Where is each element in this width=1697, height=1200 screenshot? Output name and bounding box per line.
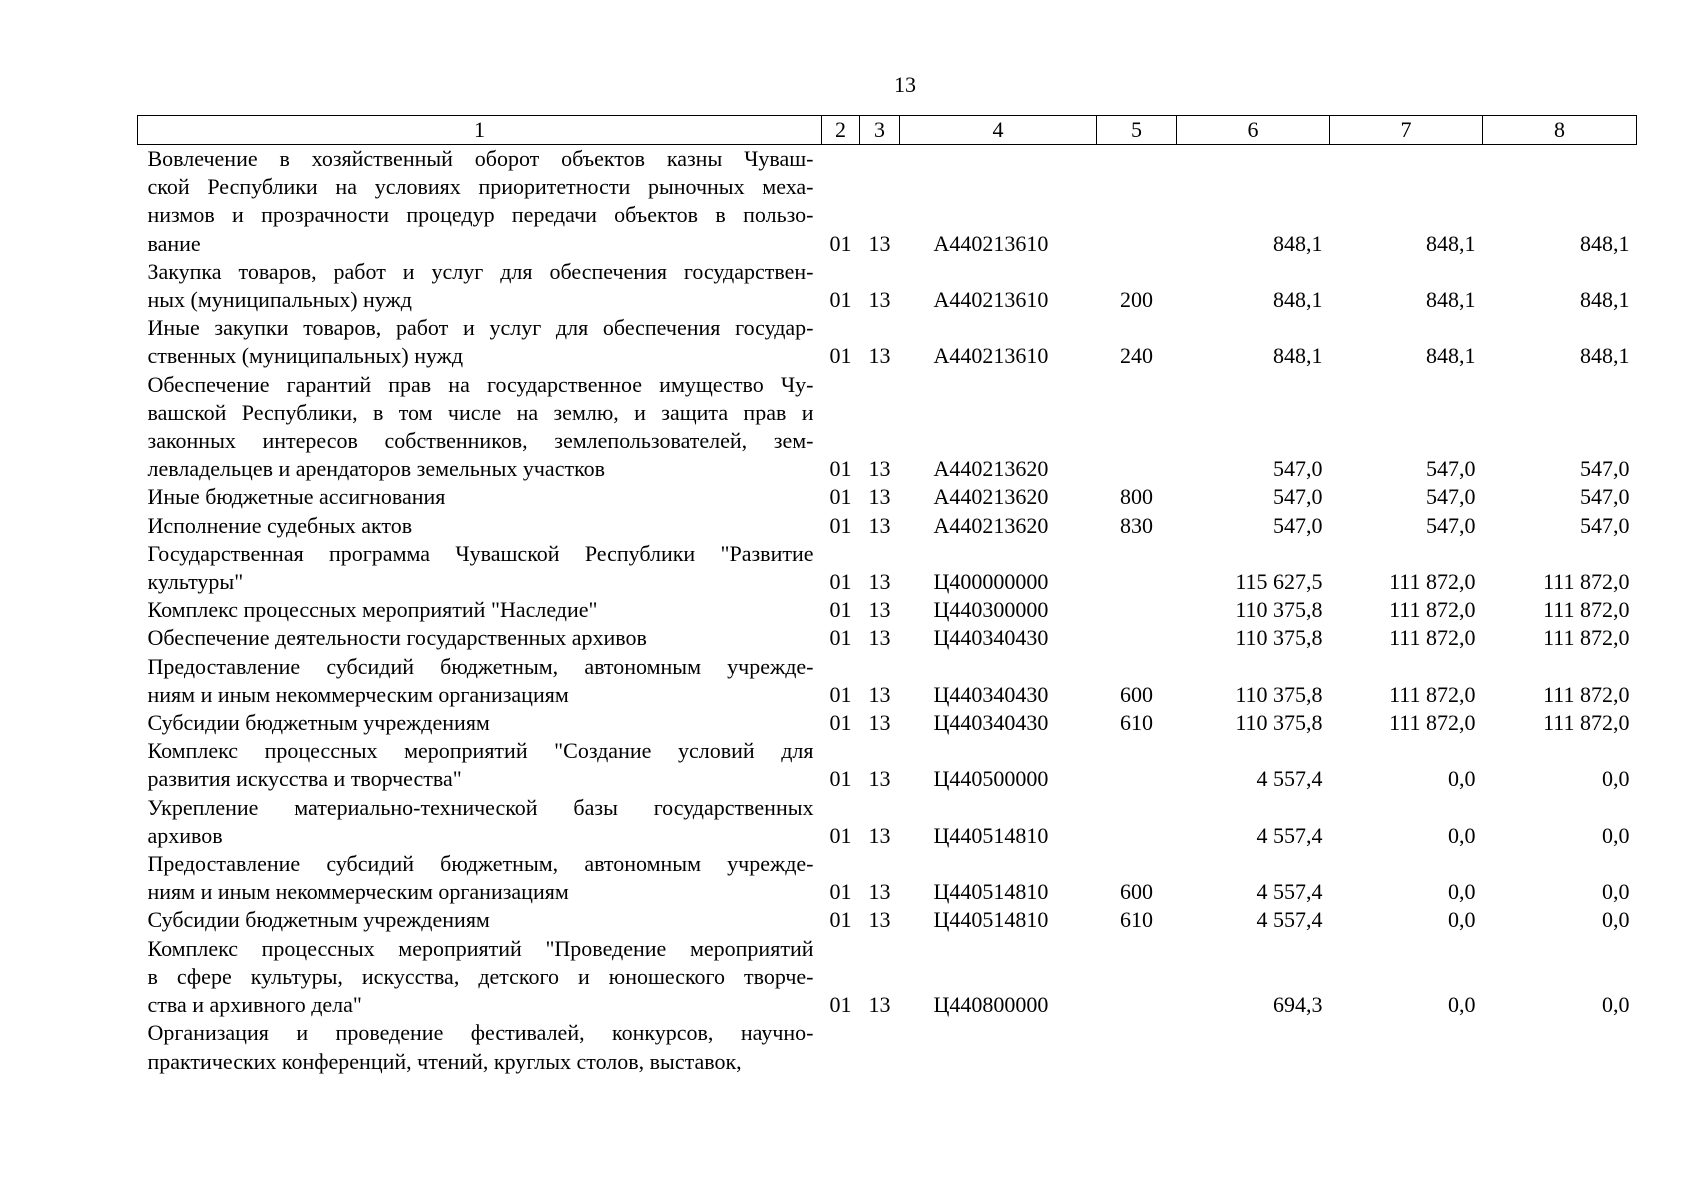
section-code: 01 (829, 822, 852, 848)
amount-year-3: 848,1 (1580, 287, 1630, 313)
column-header: 1 (138, 116, 822, 145)
page-number: 13 (894, 72, 916, 97)
row-name (138, 906, 822, 934)
table-row (138, 258, 1637, 314)
amount-year-3: 0,0 (1602, 907, 1630, 933)
expense-type-code (1097, 624, 1177, 652)
amount-year-2: 111 872,0 (1389, 625, 1476, 651)
section-code: 01 (829, 484, 852, 510)
amount-year-3: 547,0 (1580, 512, 1630, 538)
row-name-line: ниям и иным некоммерческим организациям (147, 879, 569, 905)
expense-type-code: 600 (1120, 879, 1153, 905)
amount-year-2: 0,0 (1448, 822, 1476, 848)
amount-year-3: 848,1 (1580, 343, 1630, 369)
row-name-line: в сфере культуры, искусства, детского и юношеского творче- (147, 963, 814, 989)
row-name-line: законных интересов собственников, землепользователей, зем- (147, 428, 814, 454)
section-code: 01 (829, 992, 852, 1018)
target-article-code: А440213620 (933, 484, 1049, 510)
table-row (138, 737, 1637, 793)
target-article-code: Ц440340430 (933, 625, 1049, 651)
row-name-line: культуры" (147, 569, 244, 595)
table-row (138, 540, 1637, 596)
column-header: 6 (1177, 116, 1330, 145)
expense-type-code: 200 (1120, 287, 1153, 313)
row-name (138, 314, 822, 370)
row-name (138, 1019, 822, 1075)
row-name-line: ниям и иным некоммерческим организациям (147, 681, 569, 707)
row-name-line: ства и архивного дела" (147, 992, 362, 1018)
amount-year-3 (1483, 1019, 1637, 1075)
amount-year-1: 4 557,4 (1256, 766, 1323, 792)
table-row (138, 512, 1637, 540)
subsection-code: 13 (868, 822, 891, 848)
amount-year-2: 111 872,0 (1389, 710, 1476, 736)
row-name-line: левладельцев и арендаторов земельных участков (147, 456, 606, 482)
section-code (822, 1019, 860, 1075)
row-name (138, 540, 822, 596)
amount-year-1: 694,3 (1273, 992, 1323, 1018)
amount-year-2: 111 872,0 (1389, 597, 1476, 623)
table-row (138, 145, 1637, 258)
row-name-line: Предоставление субсидий бюджетным, автономным учрежде- (147, 653, 814, 679)
row-name (138, 709, 822, 737)
amount-year-2: 0,0 (1448, 879, 1476, 905)
amount-year-1: 110 375,8 (1235, 625, 1323, 651)
row-name-line: вание (147, 230, 201, 256)
row-name (138, 371, 822, 484)
amount-year-2: 848,1 (1426, 287, 1476, 313)
amount-year-3: 0,0 (1602, 879, 1630, 905)
expense-type-code (1097, 1019, 1177, 1075)
amount-year-2: 547,0 (1426, 512, 1476, 538)
amount-year-3: 111 872,0 (1543, 681, 1630, 707)
amount-year-1: 4 557,4 (1256, 822, 1323, 848)
target-article-code: А440213610 (933, 230, 1049, 256)
amount-year-1: 4 557,4 (1256, 907, 1323, 933)
row-name (138, 258, 822, 314)
target-article-code: Ц440340430 (933, 681, 1049, 707)
subsection-code: 13 (868, 907, 891, 933)
expense-type-code (1097, 794, 1177, 850)
amount-year-1: 848,1 (1273, 343, 1323, 369)
expense-type-code: 600 (1120, 681, 1153, 707)
target-article-code: Ц440514810 (933, 822, 1049, 848)
row-name-line: Обеспечение гарантий прав на государственное имущество Чу- (147, 371, 814, 397)
column-header: 2 (822, 116, 860, 145)
row-name (138, 624, 822, 652)
expense-type-code: 830 (1120, 512, 1153, 538)
row-name-line: архивов (147, 822, 223, 848)
expense-type-code (1097, 737, 1177, 793)
expense-type-code (1097, 145, 1177, 258)
expense-type-code (1097, 371, 1177, 484)
subsection-code: 13 (868, 512, 891, 538)
row-name-line: ных (муниципальных) нужд (147, 287, 412, 313)
row-name-line: Государственная программа Чувашской Республики "Развитие (147, 540, 814, 566)
row-name-line: ской Республики на условиях приоритетности рыночных меха- (147, 174, 814, 200)
section-code: 01 (829, 343, 852, 369)
subsection-code: 13 (868, 992, 891, 1018)
row-name-line: Субсидии бюджетным учреждениям (147, 907, 490, 933)
target-article-code: Ц440800000 (933, 992, 1049, 1018)
table-row (138, 1019, 1637, 1075)
amount-year-1: 110 375,8 (1235, 710, 1323, 736)
budget-table (137, 115, 1637, 1076)
row-name-line: Обеспечение деятельности государственных архивов (147, 625, 647, 651)
amount-year-1: 547,0 (1273, 456, 1323, 482)
section-code: 01 (829, 597, 852, 623)
amount-year-2: 111 872,0 (1389, 681, 1476, 707)
subsection-code: 13 (868, 484, 891, 510)
amount-year-3: 111 872,0 (1543, 710, 1630, 736)
amount-year-2: 0,0 (1448, 907, 1476, 933)
amount-year-3: 111 872,0 (1543, 569, 1630, 595)
expense-type-code: 610 (1120, 710, 1153, 736)
section-code: 01 (829, 512, 852, 538)
expense-type-code (1097, 596, 1177, 624)
expense-type-code: 610 (1120, 907, 1153, 933)
row-name-line: Исполнение судебных актов (147, 512, 413, 538)
amount-year-2: 848,1 (1426, 343, 1476, 369)
amount-year-1: 547,0 (1273, 512, 1323, 538)
subsection-code: 13 (868, 879, 891, 905)
target-article-code: А440213610 (933, 343, 1049, 369)
subsection-code: 13 (868, 766, 891, 792)
subsection-code (860, 1019, 900, 1075)
amount-year-1: 547,0 (1273, 484, 1323, 510)
row-name (138, 850, 822, 906)
table-row (138, 794, 1637, 850)
subsection-code: 13 (868, 343, 891, 369)
expense-type-code: 800 (1120, 484, 1153, 510)
target-article-code: Ц440300000 (933, 597, 1049, 623)
amount-year-3: 111 872,0 (1543, 597, 1630, 623)
section-code: 01 (829, 879, 852, 905)
amount-year-3: 111 872,0 (1543, 625, 1630, 651)
column-header: 7 (1330, 116, 1483, 145)
target-article-code: А440213610 (933, 287, 1049, 313)
section-code: 01 (829, 625, 852, 651)
subsection-code: 13 (868, 597, 891, 623)
section-code: 01 (829, 681, 852, 707)
section-code: 01 (829, 287, 852, 313)
row-name-line: вашской Республики, в том числе на землю, и защита прав и (147, 399, 814, 425)
table-row (138, 314, 1637, 370)
amount-year-3: 0,0 (1602, 822, 1630, 848)
amount-year-2: 111 872,0 (1389, 569, 1476, 595)
row-name (138, 653, 822, 709)
expense-type-code: 240 (1120, 343, 1153, 369)
table-row (138, 371, 1637, 484)
row-name-line: Предоставление субсидий бюджетным, автономным учрежде- (147, 851, 814, 877)
amount-year-1: 110 375,8 (1235, 681, 1323, 707)
amount-year-3: 547,0 (1580, 484, 1630, 510)
row-name-line: Комплекс процессных мероприятий "Создание условий для (147, 738, 814, 764)
table-header-row (138, 116, 1637, 145)
amount-year-2: 547,0 (1426, 456, 1476, 482)
row-name (138, 935, 822, 1020)
row-name (138, 737, 822, 793)
row-name-line: Иные бюджетные ассигнования (147, 484, 446, 510)
table-row (138, 596, 1637, 624)
row-name (138, 145, 822, 258)
amount-year-3: 848,1 (1580, 230, 1630, 256)
amount-year-2: 0,0 (1448, 766, 1476, 792)
amount-year-2: 848,1 (1426, 230, 1476, 256)
table-row (138, 906, 1637, 934)
amount-year-1: 4 557,4 (1256, 879, 1323, 905)
table-row (138, 653, 1637, 709)
row-name-line: Субсидии бюджетным учреждениям (147, 710, 490, 736)
amount-year-2: 547,0 (1426, 484, 1476, 510)
section-code: 01 (829, 710, 852, 736)
target-article-code: Ц440514810 (933, 907, 1049, 933)
subsection-code: 13 (868, 710, 891, 736)
subsection-code: 13 (868, 569, 891, 595)
table-body (138, 145, 1637, 1076)
subsection-code: 13 (868, 625, 891, 651)
table-row (138, 850, 1637, 906)
section-code: 01 (829, 456, 852, 482)
amount-year-1: 848,1 (1273, 287, 1323, 313)
section-code: 01 (829, 766, 852, 792)
table-row (138, 709, 1637, 737)
amount-year-3: 547,0 (1580, 456, 1630, 482)
target-article-code: Ц400000000 (933, 569, 1049, 595)
table-row (138, 935, 1637, 1020)
row-name-line: развития искусства и творчества" (147, 766, 462, 792)
section-code: 01 (829, 569, 852, 595)
expense-type-code (1097, 540, 1177, 596)
section-code: 01 (829, 230, 852, 256)
subsection-code: 13 (868, 681, 891, 707)
expense-type-code (1097, 935, 1177, 1020)
amount-year-1: 848,1 (1273, 230, 1323, 256)
subsection-code: 13 (868, 287, 891, 313)
target-article-code: Ц440500000 (933, 766, 1049, 792)
column-header: 3 (860, 116, 900, 145)
row-name (138, 512, 822, 540)
amount-year-1: 110 375,8 (1235, 597, 1323, 623)
row-name-line: Комплекс процессных мероприятий "Проведение мероприятий (147, 935, 814, 961)
target-article-code (900, 1019, 1097, 1075)
target-article-code: А440213620 (933, 456, 1049, 482)
row-name-line: низмов и прозрачности процедур передачи объектов в пользо- (147, 202, 814, 228)
amount-year-1: 115 627,5 (1235, 569, 1323, 595)
row-name (138, 596, 822, 624)
column-header: 4 (900, 116, 1097, 145)
row-name (138, 483, 822, 511)
table-row (138, 624, 1637, 652)
row-name-line: Организация и проведение фестивалей, конкурсов, научно- (147, 1020, 814, 1046)
section-code: 01 (829, 907, 852, 933)
row-name-line: Укрепление материально-технической базы государственных (147, 794, 814, 820)
row-name-line: Закупка товаров, работ и услуг для обеспечения государствен- (147, 258, 814, 284)
target-article-code: А440213620 (933, 512, 1049, 538)
table-row (138, 483, 1637, 511)
subsection-code: 13 (868, 230, 891, 256)
column-header: 8 (1483, 116, 1637, 145)
row-name (138, 794, 822, 850)
row-name-line: ственных (муниципальных) нужд (147, 343, 464, 369)
subsection-code: 13 (868, 456, 891, 482)
row-name-line: практических конференций, чтений, круглых столов, выставок, (147, 1048, 742, 1074)
row-name-line: Комплекс процессных мероприятий "Наследие" (147, 597, 598, 623)
column-header: 5 (1097, 116, 1177, 145)
amount-year-2: 0,0 (1448, 992, 1476, 1018)
target-article-code: Ц440514810 (933, 879, 1049, 905)
amount-year-3: 0,0 (1602, 992, 1630, 1018)
amount-year-2 (1330, 1019, 1483, 1075)
row-name-line: Иные закупки товаров, работ и услуг для обеспечения государ- (147, 315, 814, 341)
target-article-code: Ц440340430 (933, 710, 1049, 736)
amount-year-1 (1177, 1019, 1330, 1075)
row-name-line: Вовлечение в хозяйственный оборот объектов казны Чуваш- (147, 146, 814, 171)
amount-year-3: 0,0 (1602, 766, 1630, 792)
